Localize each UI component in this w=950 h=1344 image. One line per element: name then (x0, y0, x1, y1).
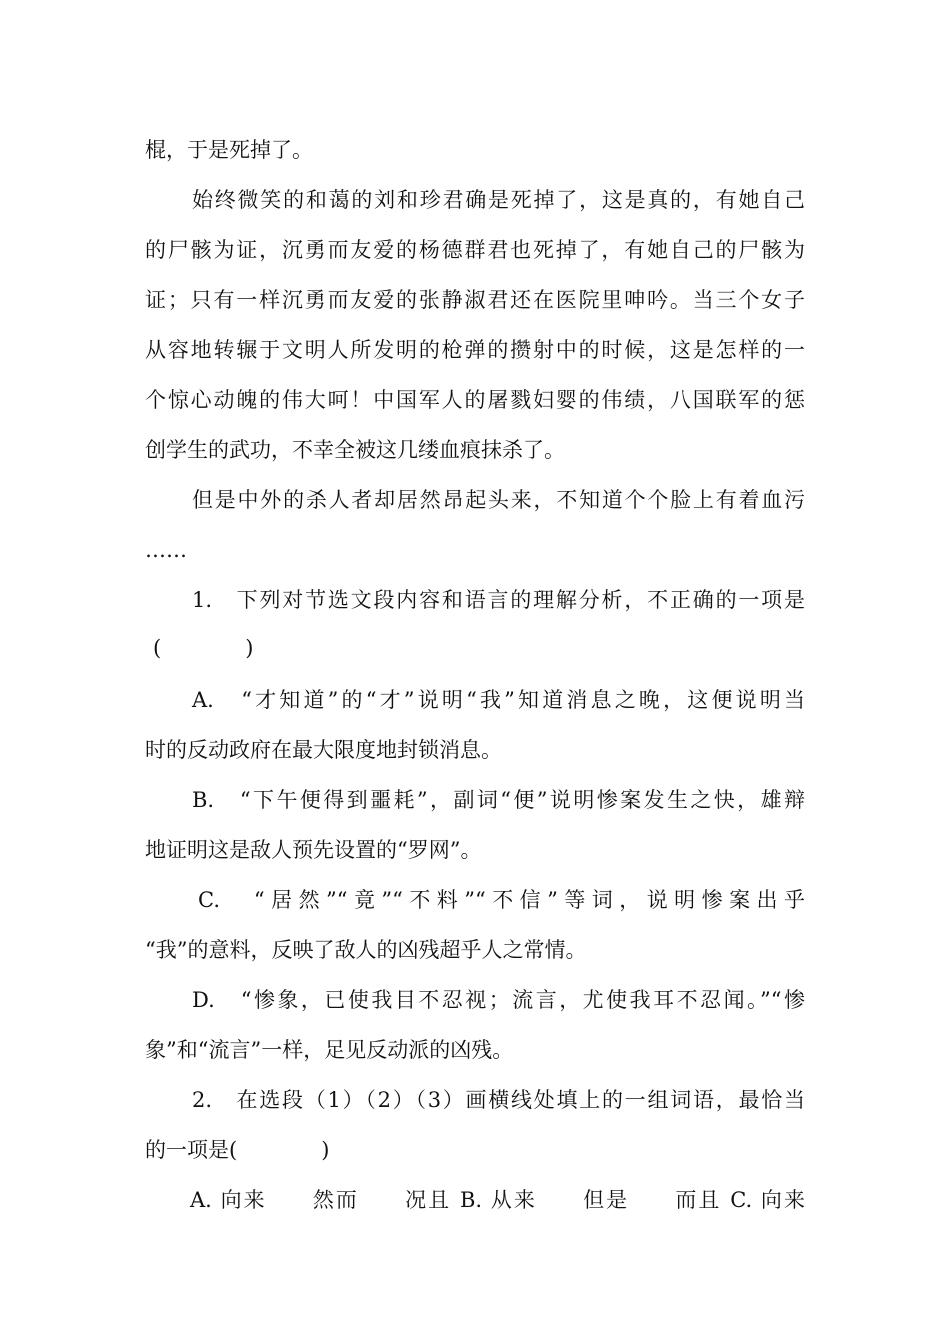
option-line: A. 向来 然而 况且 B. 从来 但是 而且 C. 向来 (190, 1188, 805, 1212)
option-line: B. “下午便得到噩耗”，副词“便”说明惨案发生之快，雄辩 (192, 788, 805, 812)
option-line: D. “惨象，已使我目不忍视；流言，尤使我耳不忍闻。”“惨 (192, 988, 805, 1012)
question-line: 2. 在选段（1）（2）（3）画横线处填上的一组词语，最恰当 (192, 1088, 805, 1112)
option-line: “我”的意料，反映了敌人的凶残超乎人之常情。 (145, 938, 587, 962)
paragraph-line: 证；只有一样沉勇而友爱的张静淑君还在医院里呻吟。当三个女子 (145, 288, 805, 312)
paragraph-line: 从容地转辗于文明人所发明的枪弹的攒射中的时候，这是怎样的一 (145, 338, 805, 362)
paragraph-line: 但是中外的杀人者却居然昂起头来，不知道个个脸上有着血污 (192, 488, 805, 512)
option-line: C. “居然”“竟”“不料”“不信”等词，说明惨案出乎 (198, 888, 805, 912)
question-line: 的一项是( ) (145, 1138, 330, 1162)
option-line: 时的反动政府在最大限度地封锁消息。 (145, 738, 502, 762)
answer-blank: ( ) (153, 636, 254, 660)
question-line: 1. 下列对节选文段内容和语言的理解分析，不正确的一项是 (192, 588, 805, 612)
option-line: 象”和“流言”一样，足见反动派的凶残。 (145, 1038, 514, 1062)
paragraph-line: 始终微笑的和蔼的刘和珍君确是死掉了，这是真的，有她自己 (192, 188, 805, 212)
paragraph-line: …… (145, 538, 187, 562)
paragraph-line: 创学生的武功，不幸全被这几缕血痕抹杀了。 (145, 438, 565, 462)
option-line: 地证明这是敌人预先设置的“罗网”。 (145, 838, 482, 862)
option-line: A. “才知道”的“才”说明“我”知道消息之晚，这便说明当 (192, 688, 805, 712)
paragraph-line: 个惊心动魄的伟大呵！中国军人的屠戮妇婴的伟绩，八国联军的惩 (145, 388, 805, 412)
paragraph-line: 棍，于是死掉了。 (145, 138, 313, 162)
paragraph-line: 的尸骸为证，沉勇而友爱的杨德群君也死掉了，有她自己的尸骸为 (145, 238, 805, 262)
